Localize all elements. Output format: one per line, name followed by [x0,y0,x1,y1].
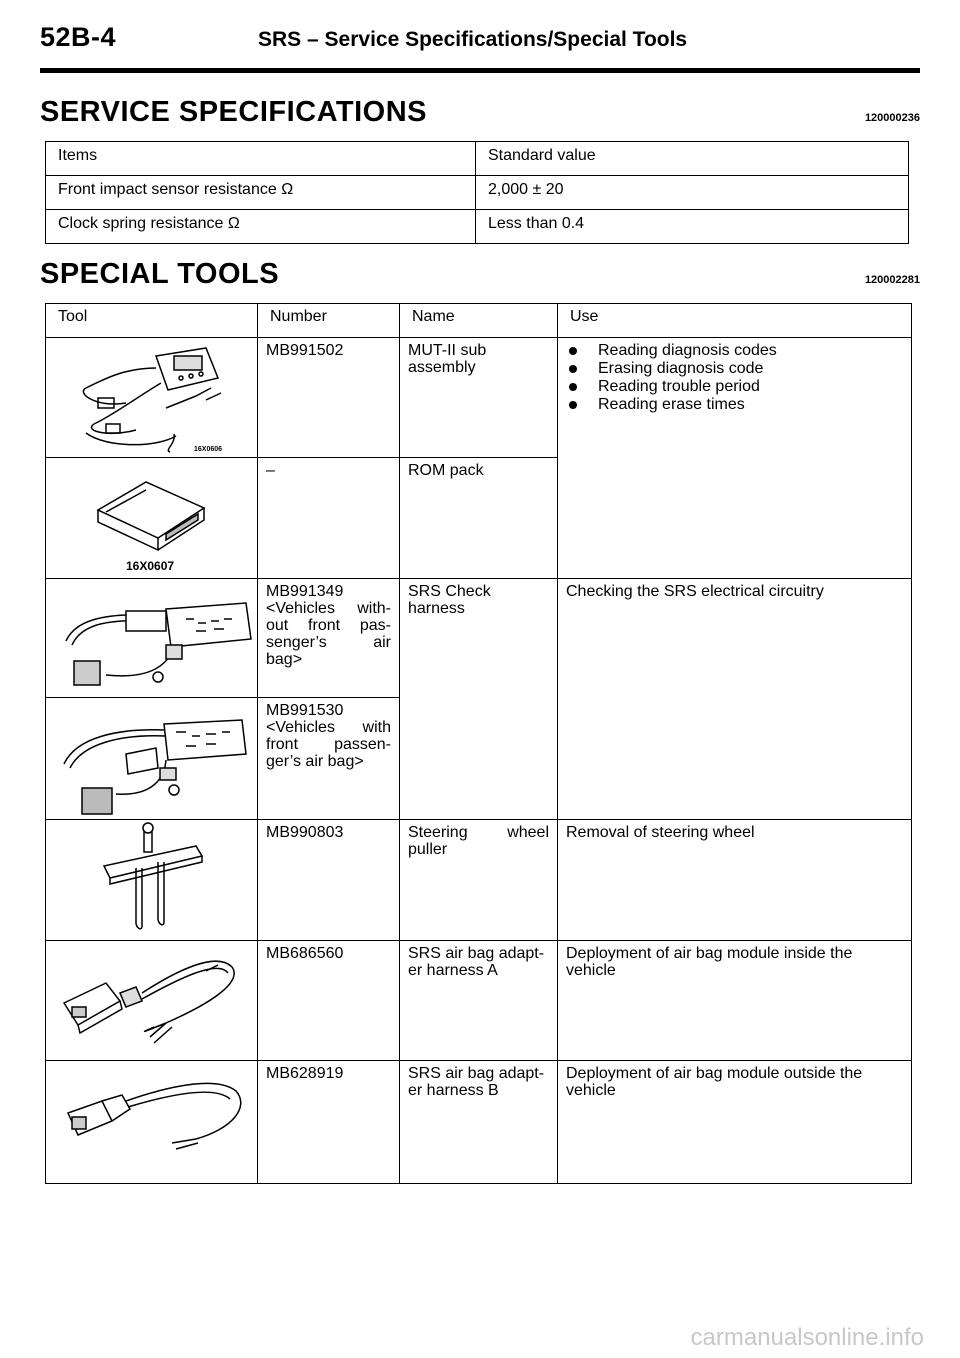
column-header-number: Number [258,304,400,338]
page-number: 52B-4 [40,22,117,52]
srs-check-harness-illustration [46,579,258,697]
number-note-line: <Vehicles with [266,719,391,736]
tool-number: MB991502 [258,338,400,458]
number-note-line: senger’s air [266,634,391,651]
tool-figure-cell [46,820,258,941]
tool-number: – [258,458,400,579]
tool-number-cell [258,579,400,698]
list-item: Erasing diagnosis code [566,360,903,378]
column-header-tool: Tool [46,304,258,338]
spec-item: Clock spring resistance Ω [46,210,476,244]
number-note-line: out front pas- [266,617,391,634]
tool-number: MB991530 [266,702,344,719]
special-tools-code: 120002281 [864,274,920,286]
use-list [566,342,903,414]
tool-use-line: vehicle [566,962,616,979]
tool-name-line: er harness B [408,1082,499,1099]
list-item: Reading trouble period [566,378,903,396]
tool-use-line: Deployment of air bag module inside the [566,945,853,962]
tool-use: Removal of steering wheel [558,820,912,941]
tool-use [558,338,912,579]
tool-name-line: er harness A [408,962,498,979]
tool-number: MB991349 [266,583,344,600]
tool-figure-cell [46,579,258,698]
table-row [46,338,912,458]
tool-name-cell [400,1061,558,1184]
tool-name-cell [400,820,558,941]
tool-figure-cell [46,1061,258,1184]
column-header-name: Name [400,304,558,338]
tool-use-line: Deployment of air bag module outside the [566,1065,863,1082]
watermark: carmanualsonline.info [690,1324,924,1351]
service-specifications-code: 120000236 [864,112,920,124]
service-specifications-title: SERVICE SPECIFICATIONS [40,96,427,128]
tool-name-line: Steering wheel [408,824,549,841]
tool-figure-cell [46,698,258,820]
table-row [46,579,912,698]
tool-use-cell [558,1061,912,1184]
tool-name: SRS Check harness [400,579,558,820]
list-item: Reading diagnosis codes [566,342,903,360]
tool-use-cell [558,941,912,1061]
number-note-line: bag> [266,651,303,668]
table-row [46,820,912,941]
page-header [40,18,920,76]
table-row [46,176,909,210]
tool-use-line: vehicle [566,1082,616,1099]
number-note-line: <Vehicles with- [266,600,391,617]
tool-name-line: puller [408,841,448,858]
special-tools-title: SPECIAL TOOLS [40,258,280,290]
tool-name: ROM pack [400,458,558,579]
tool-number: MB628919 [258,1061,400,1184]
rom-pack-illustration [46,458,258,558]
srs-check-harness-passenger-illustration [46,698,258,819]
column-header-use: Use [558,304,912,338]
header-rule [40,68,920,73]
tool-number-cell [258,698,400,820]
tool-number: MB686560 [258,941,400,1061]
tool-name-line: SRS air bag adapt- [408,1065,545,1082]
tool-figure-cell [46,941,258,1061]
adapter-harness-a-illustration [46,941,258,1060]
tool-number: MB990803 [258,820,400,941]
table-header-row [46,142,909,176]
adapter-harness-b-illustration [46,1061,258,1183]
tool-use: Checking the SRS electrical circuitry [558,579,912,820]
service-specifications-table [45,141,909,244]
figure-label: 16X0607 [126,559,175,573]
number-note-line: ger’s air bag> [266,753,364,770]
column-header-standard-value: Standard value [476,142,909,176]
table-header-row [46,304,912,338]
spec-value: Less than 0.4 [476,210,909,244]
special-tools-table [45,303,912,1184]
number-note-line: front passen- [266,736,391,753]
tool-name-line: SRS air bag adapt- [408,945,545,962]
mut-ii-tester-illustration [46,338,258,457]
spec-value: 2,000 ± 20 [476,176,909,210]
figure-label: 16X0606 [194,446,223,453]
steering-wheel-puller-illustration [46,820,258,940]
tool-name-cell [400,941,558,1061]
table-row [46,210,909,244]
tool-name: MUT-II sub assembly [400,338,558,458]
table-row [46,941,912,1061]
tool-figure-cell [46,338,258,458]
table-row [46,1061,912,1184]
list-item: Reading erase times [566,396,903,414]
tool-figure-cell [46,458,258,579]
column-header-items: Items [46,142,476,176]
page-title: SRS – Service Specifications/Special Tools [258,28,688,51]
spec-item: Front impact sensor resistance Ω [46,176,476,210]
